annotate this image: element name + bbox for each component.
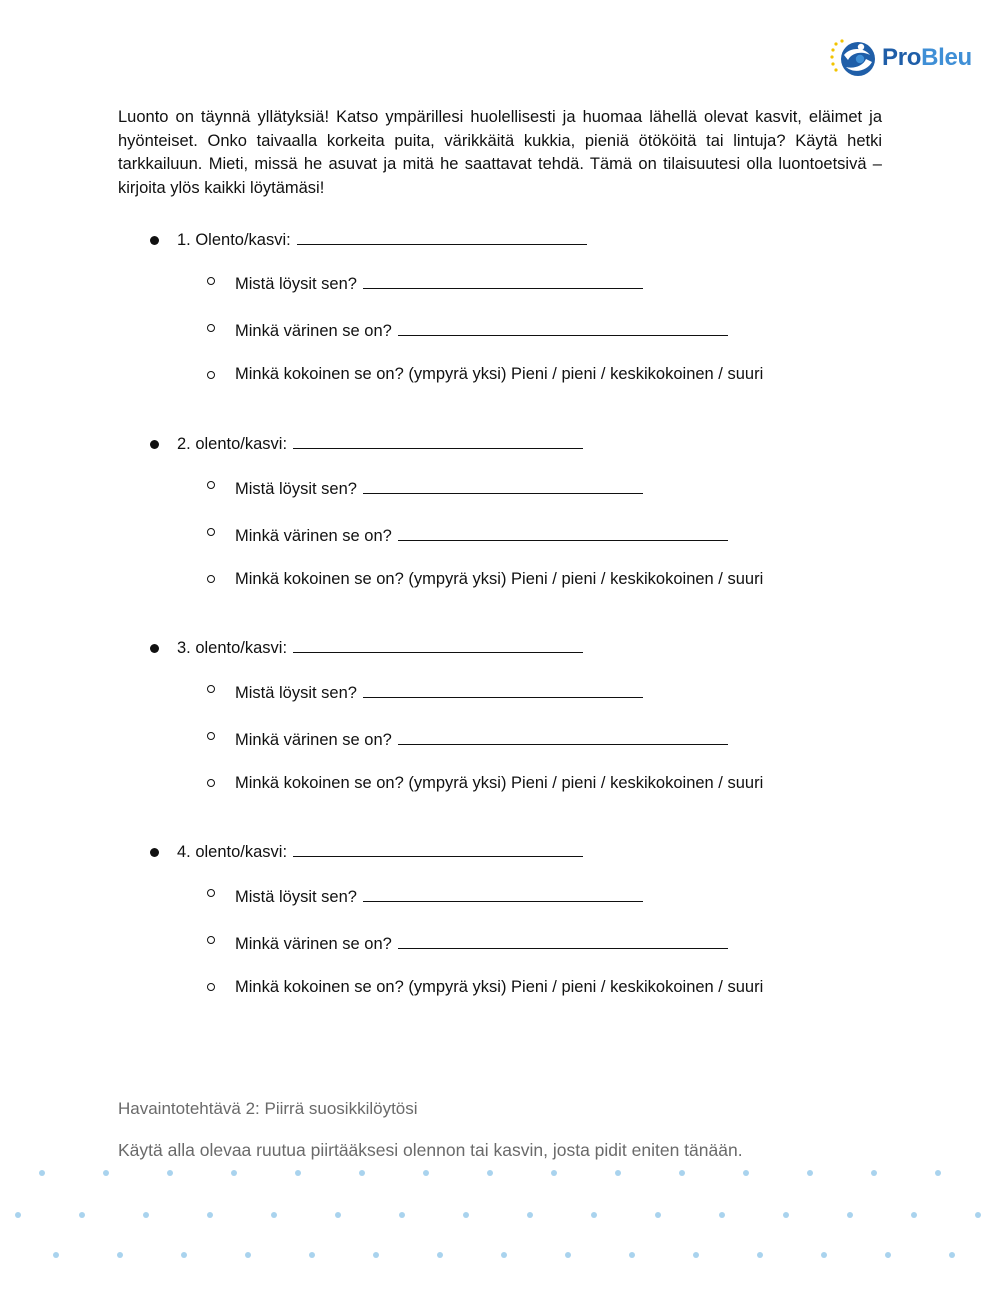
answer-blank[interactable] [363,884,643,902]
decorative-dot [719,1212,725,1218]
answer-blank[interactable] [297,227,587,245]
answer-blank[interactable] [398,931,728,949]
circle-bullet-icon [207,732,215,740]
decorative-dot [207,1212,213,1218]
decorative-dot [15,1212,21,1218]
circle-bullet-icon [207,779,215,787]
decorative-dot [847,1212,853,1218]
color-question: Minkä värinen se on? [235,527,392,545]
answer-blank[interactable] [398,523,728,541]
circle-bullet-icon [207,371,215,379]
decorative-dot [437,1252,443,1258]
decorative-dot [629,1252,635,1258]
answer-blank[interactable] [363,271,643,289]
decorative-dot [949,1252,955,1258]
decorative-dot [527,1212,533,1218]
decorative-dot [885,1252,891,1258]
decorative-dot [679,1170,685,1176]
decorative-dot [591,1212,597,1218]
decorative-dot [295,1170,301,1176]
circle-bullet-icon [207,936,215,944]
decorative-dot [911,1212,917,1218]
bullet-icon [150,236,159,245]
answer-blank[interactable] [363,680,643,698]
where-question: Mistä löysit sen? [235,275,357,293]
observation-item-4 [0,843,1000,1028]
item-label: 3. olento/kasvi: [177,639,288,657]
decorative-dot [231,1170,237,1176]
decorative-dot [743,1170,749,1176]
item-label: 1. Olento/kasvi: [177,231,291,249]
color-question: Minkä värinen se on? [235,731,392,749]
answer-blank[interactable] [398,318,728,336]
decorative-dot [423,1170,429,1176]
probleu-logo [830,38,980,82]
decorative-dot [181,1252,187,1258]
decorative-dot [463,1212,469,1218]
decorative-dot [39,1170,45,1176]
decorative-dot [373,1252,379,1258]
answer-blank[interactable] [363,476,643,494]
circle-bullet-icon [207,575,215,583]
decorative-dot [615,1170,621,1176]
decorative-dot [871,1170,877,1176]
where-question: Mistä löysit sen? [235,888,357,906]
observation-item-2 [0,435,1000,620]
observation-item-3 [0,639,1000,824]
circle-bullet-icon [207,277,215,285]
decorative-dot [565,1252,571,1258]
where-question: Mistä löysit sen? [235,684,357,702]
size-question: Minkä kokoinen se on? (ympyrä yksi) Pieni / pieni / keskikokoinen / suuri [235,978,764,996]
size-question: Minkä kokoinen se on? (ympyrä yksi) Pieni / pieni / keskikokoinen / suuri [235,365,764,383]
decorative-dot [359,1170,365,1176]
decorative-dot [487,1170,493,1176]
logo-wordmark: ProBleu [882,44,972,71]
decorative-dot [807,1170,813,1176]
answer-blank[interactable] [293,839,583,857]
decorative-dot [551,1170,557,1176]
decorative-dot [271,1212,277,1218]
circle-bullet-icon [207,528,215,536]
color-question: Minkä värinen se on? [235,322,392,340]
decorative-dot [783,1212,789,1218]
decorative-dot [821,1252,827,1258]
item-label: 4. olento/kasvi: [177,843,288,861]
decorative-dot [757,1252,763,1258]
decorative-dot [501,1252,507,1258]
decorative-dot [975,1212,981,1218]
answer-blank[interactable] [293,431,583,449]
decorative-dot [335,1212,341,1218]
decorative-dot-pattern [0,1158,1000,1268]
decorative-dot [309,1252,315,1258]
decorative-dot [53,1252,59,1258]
circle-bullet-icon [207,324,215,332]
circle-bullet-icon [207,889,215,897]
item-label: 2. olento/kasvi: [177,435,288,453]
color-question: Minkä värinen se on? [235,935,392,953]
decorative-dot [245,1252,251,1258]
where-question: Mistä löysit sen? [235,480,357,498]
decorative-dot [693,1252,699,1258]
bullet-icon [150,644,159,653]
decorative-dot [117,1252,123,1258]
circle-bullet-icon [207,481,215,489]
answer-blank[interactable] [398,727,728,745]
bullet-icon [150,848,159,857]
section-2-description: Käytä alla olevaa ruutua piirtääksesi olennon tai kasvin, josta pidit eniten tänään. [118,1140,743,1160]
decorative-dot [935,1170,941,1176]
probleu-emblem-icon [830,38,878,82]
decorative-dot [167,1170,173,1176]
circle-bullet-icon [207,983,215,991]
size-question: Minkä kokoinen se on? (ympyrä yksi) Pieni / pieni / keskikokoinen / suuri [235,774,764,792]
size-question: Minkä kokoinen se on? (ympyrä yksi) Pieni / pieni / keskikokoinen / suuri [235,570,764,588]
circle-bullet-icon [207,685,215,693]
decorative-dot [655,1212,661,1218]
bullet-icon [150,440,159,449]
decorative-dot [143,1212,149,1218]
intro-paragraph: Luonto on täynnä yllätyksiä! Katso ympärillesi huolellisesti ja huomaa lähellä olevat kasvit, eläimet ja hyönteiset. Onko taivaalla korkeita puita, värikkäitä kukkia, pieniä ötököitä tai lintuja? Käytä hetki tarkkailuun. Mieti, missä he asuvat ja mitä he saattavat tehdä. Tämä on tilaisuutesi olla luontoetsivä – kirjoita ylös kaikki löytämäsi! [118,108,882,197]
decorative-dot [79,1212,85,1218]
decorative-dot [103,1170,109,1176]
observation-item-1 [0,231,1000,416]
decorative-dot [399,1212,405,1218]
section-2-title: Havaintotehtävä 2: Piirrä suosikkilöytösi [118,1099,418,1118]
answer-blank[interactable] [293,635,583,653]
